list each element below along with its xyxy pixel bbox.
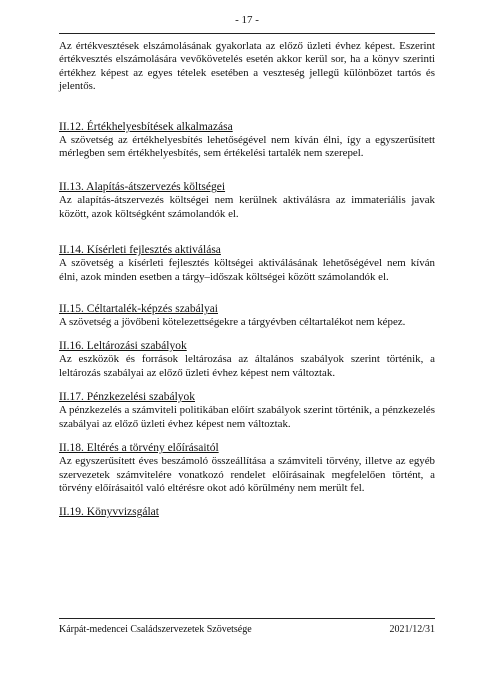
section-heading: II.18. Eltérés a törvény előírásaitól xyxy=(59,442,219,455)
section-ii-18 xyxy=(59,441,435,495)
section-ii-12 xyxy=(59,120,435,161)
section-text: Az egyszerűsített éves beszámoló összeállítása a számviteli törvény, illetve az egyéb szervezetek számvitelére vonatkozó rendelet előírásainak megfelelően történt, a törvény előírásaitól való eltérésre okot adó körülmény nem merült fel. xyxy=(59,455,435,494)
section-ii-19 xyxy=(59,505,435,519)
section-ii-17 xyxy=(59,390,435,431)
section-text: A szövetség az értékhelyesbítés lehetőségével nem kíván élni, így a egyszerűsített mérlegben sem értékhelyesbítés, sem értékelési tartalék nem szerepel. xyxy=(59,133,435,160)
section-text: A szövetség a jövőbeni kötelezettségekre a tárgyévben céltartalékot nem képez. xyxy=(59,316,406,329)
section-text: Az eszközök és források leltározása az általános szabályok szerint történik, a leltározás szabályai az előző üzleti évhez képest nem változtak. xyxy=(59,353,435,379)
footer-divider xyxy=(59,618,435,619)
section-heading: II.14. Kísérleti fejlesztés aktiválása xyxy=(59,244,221,257)
section-ii-16 xyxy=(59,339,435,380)
footer-organization: Kárpát-medencei Családszervezetek Szövetsége xyxy=(59,624,252,635)
section-ii-13 xyxy=(59,180,435,221)
section-heading: II.19. Könyvvizsgálat xyxy=(59,506,159,519)
section-heading: II.16. Leltározási szabályok xyxy=(59,340,187,353)
section-heading: II.15. Céltartalék-képzés szabályai xyxy=(59,303,219,316)
section-text: Az alapítás-átszervezés költségei nem kerülnek aktiválásra az immateriális javak között, azok költségként számolandók el. xyxy=(59,194,435,220)
document-body xyxy=(59,40,435,533)
section-ii-14 xyxy=(59,243,435,284)
footer-date: 2021/12/31 xyxy=(389,624,435,635)
section-heading: II.17. Pénzkezelési szabályok xyxy=(59,391,196,404)
section-text: A pénzkezelés a számviteli politikában előírt szabályok szerint történik, a pénzkezelés szabályai az előző üzleti évhez képest nem változtak. xyxy=(59,404,435,430)
section-heading: II.12. Értékhelyesbítések alkalmazása xyxy=(59,120,233,133)
page-number: - 17 - xyxy=(235,14,259,26)
section-text: A szövetség a kísérleti fejlesztés költségei aktiválásának lehetőségével nem kíván élni, azok minden esetben a tárgy–időszak költségei között számolandók el. xyxy=(59,257,435,283)
section-heading: II.13. Alapítás-átszervezés költségei xyxy=(59,181,226,194)
header-divider xyxy=(59,33,435,34)
section-ii-15 xyxy=(59,302,435,329)
intro-paragraph: Az értékvesztések elszámolásának gyakorlata az előző üzleti évhez képest. Eszerint értékvesztés elszámolására vevőkövetelés esetén akkor kerül sor, ha a könyv szerinti értékhez képest az egyes tételek esetében a veszteség jellegű különbözet tartós és jelentős. xyxy=(59,40,435,93)
page-footer xyxy=(59,624,435,635)
